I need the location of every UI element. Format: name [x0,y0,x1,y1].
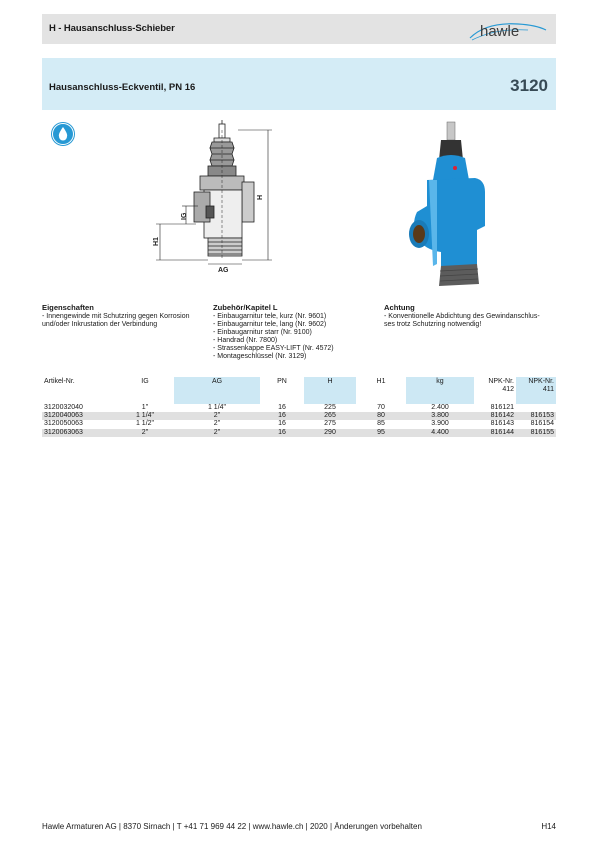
cell-h1: 70 [377,404,385,412]
column-header: H1 [356,377,406,404]
cell-npk412: 816142 [474,412,516,420]
cell-ag: 1 1/4" [207,404,227,412]
table-row [42,429,556,437]
cell-h1: 80 [356,412,406,420]
cell-ig: 2" [116,429,174,437]
dim-label-h1: H1 [153,237,160,246]
cell-kg: 3.900 [431,420,449,428]
accessories-item: - Handrad (Nr. 7800) [213,337,278,344]
notice-heading: Achtung [384,303,415,312]
column-header: H [304,377,356,404]
accessories-heading: Zubehör/Kapitel L [213,303,278,312]
cell-pn: 16 [260,412,304,420]
cell-npk412: 816143 [490,420,514,428]
table-row [42,420,556,428]
product-photo [397,116,507,291]
cell-h: 265 [304,412,356,420]
column-header: AG [174,377,260,404]
water-drop-icon [51,122,75,146]
cell-pn: 16 [278,420,286,428]
accessories-item: - Einbaugarnitur tele, lang (Nr. 9602) [213,321,327,328]
cell-npk411: 816154 [530,420,554,428]
brand-text: hawle [480,23,520,40]
cell-article: 3120050063 [44,420,83,428]
properties-item: - Innengewinde mit Schutzring gegen Korrosion [42,313,190,320]
cell-kg: 3.800 [406,412,474,420]
page-number: H14 [541,822,556,831]
section-header-bar [42,14,556,44]
cell-kg: 2.400 [431,404,449,412]
cell-ig: 1 1/2" [135,420,155,428]
cell-ig: 1" [141,404,149,412]
properties-section [42,304,189,329]
cell-article: 3120032040 [44,404,83,412]
properties-item: und/oder Inkrustation der Verbindung [42,321,158,328]
product-number: 3120 [510,76,548,95]
cell-h1: 95 [356,429,406,437]
cell-kg: 4.400 [406,429,474,437]
cell-ag: 2" [174,429,260,437]
hawle-logo [466,16,550,43]
cell-npk411 [516,404,556,412]
cell-article: 3120063063 [42,429,116,437]
accessories-item: - Montageschlüssel (Nr. 3129) [213,353,307,360]
cell-pn: 16 [260,429,304,437]
accessories-item: - Einbaugarnitur tele, kurz (Nr. 9601) [213,313,327,320]
accessories-item: - Einbaugarnitur starr (Nr. 9100) [213,329,312,336]
column-header: NPK-Nr. 411 [516,377,556,404]
table-row [42,412,556,420]
accessories-item: - Strassenkappe EASY-LIFT (Nr. 4572) [213,345,334,352]
footer-text: Hawle Armaturen AG | 8370 Sirnach | T +41 71 969 44 22 | www.hawle.ch | 2020 | Änderungen vorbehalten [42,822,422,831]
cell-npk412: 816144 [474,429,516,437]
product-panel [42,58,556,295]
table-row [42,404,556,412]
cell-ig: 1 1/4" [116,412,174,420]
column-header: IG [116,377,174,404]
cell-h1: 85 [377,420,385,428]
dim-label-ig: IG [181,212,188,220]
cell-pn: 16 [278,404,286,412]
section-title: H - Hausanschluss-Schieber [49,23,175,34]
article-table [42,377,556,437]
column-header: PN [260,377,304,404]
cell-h: 225 [324,404,336,412]
cell-npk411: 816153 [516,412,556,420]
dim-label-h: H [257,194,264,200]
column-header: kg [406,377,474,404]
notice-section [384,304,540,329]
accessories-section [213,304,334,361]
cell-ag: 2" [174,412,260,420]
cell-article: 3120040063 [42,412,116,420]
notice-item: ses trotz Schutzring notwendig! [384,321,482,328]
cell-h: 290 [304,429,356,437]
cell-ag: 2" [213,420,221,428]
dim-label-ag: AG [218,267,229,274]
properties-heading: Eigenschaften [42,303,94,312]
product-title: Hausanschluss-Eckventil, PN 16 [49,82,196,93]
table-header-row [42,377,556,404]
cell-h: 275 [324,420,336,428]
column-header: NPK-Nr. 412 [474,377,516,404]
dimension-drawing [142,120,282,274]
column-header: Artikel-Nr. [42,377,116,404]
cell-npk411: 816155 [516,429,556,437]
notice-item: - Konventionelle Abdichtung des Gewindanschlus- [384,313,540,320]
cell-npk412: 816121 [490,404,514,412]
